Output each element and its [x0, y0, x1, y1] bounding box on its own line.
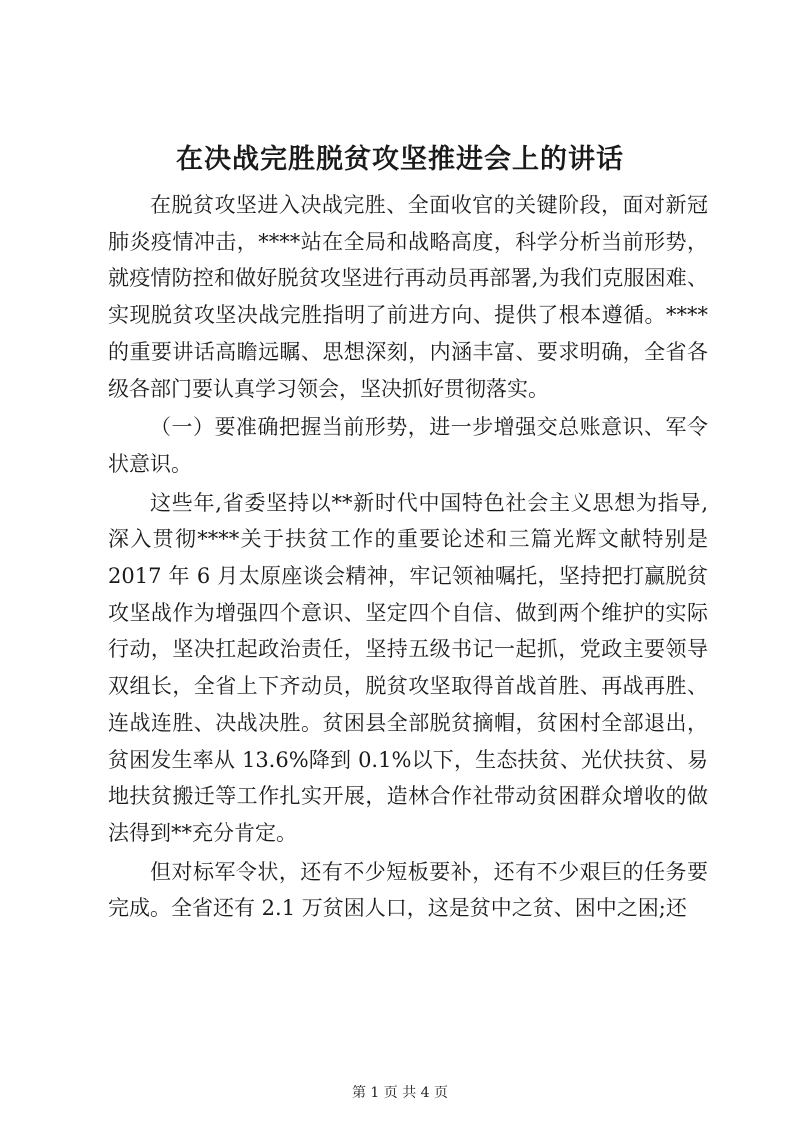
paragraph-intro: 在脱贫攻坚进入决战完胜、全面收官的关键阶段，面对新冠肺炎疫情冲击，****站在全局和战略高度，科学分析当前形势，就疫情防控和做好脱贫攻坚进行再动员再部署,为我们克服困难、实现脱贫攻坚决战完胜指明了前进方向、提供了根本遵循。****的重要讲话高瞻远瞩、思想深刻，内涵丰富、要求明确，全省各级各部门要认真学习领会，坚决抓好贯彻落实。	[108, 193, 708, 401]
page-number-footer: 第 1 页 共 4 页	[351, 1085, 449, 1101]
paragraph-achievements: 这些年,省委坚持以**新时代中国特色社会主义思想为指导,深入贯彻****关于扶贫工作的重要论述和三篇光辉文献特别是2017 年 6 月太原座谈会精神，牢记领袖嘱托，坚持把打赢脱贫攻坚战作为增强四个意识、坚定四个自信、做到两个维护的实际行动，坚决扛起政治责任，坚持五级书记一起抓，党政主要领导双组长，全省上下齐动员，脱贫攻坚取得首战首胜、再战再胜、连战连胜、决战决胜。贫困县全部脱贫摘帽，贫困村全部退出，贫困发生率从 13.6%降到 0.1%以下，生态扶贫、光伏扶贫、易地扶贫搬迁等工作扎实开展，造林合作社带动贫困群众增收的做法得到**充分肯定。	[108, 490, 708, 845]
document-body	[108, 187, 708, 929]
paragraph-section-heading: （一）要准确把握当前形势，进一步增强交总账意识、军令状意识。	[108, 415, 708, 476]
paragraph-shortcomings: 但对标军令状，还有不少短板要补，还有不少艰巨的任务要完成。全省还有 2.1 万贫困人口，这是贫中之贫、困中之困;还	[108, 859, 708, 921]
page-title: 在决战完胜脱贫攻坚推进会上的讲话	[176, 144, 624, 175]
